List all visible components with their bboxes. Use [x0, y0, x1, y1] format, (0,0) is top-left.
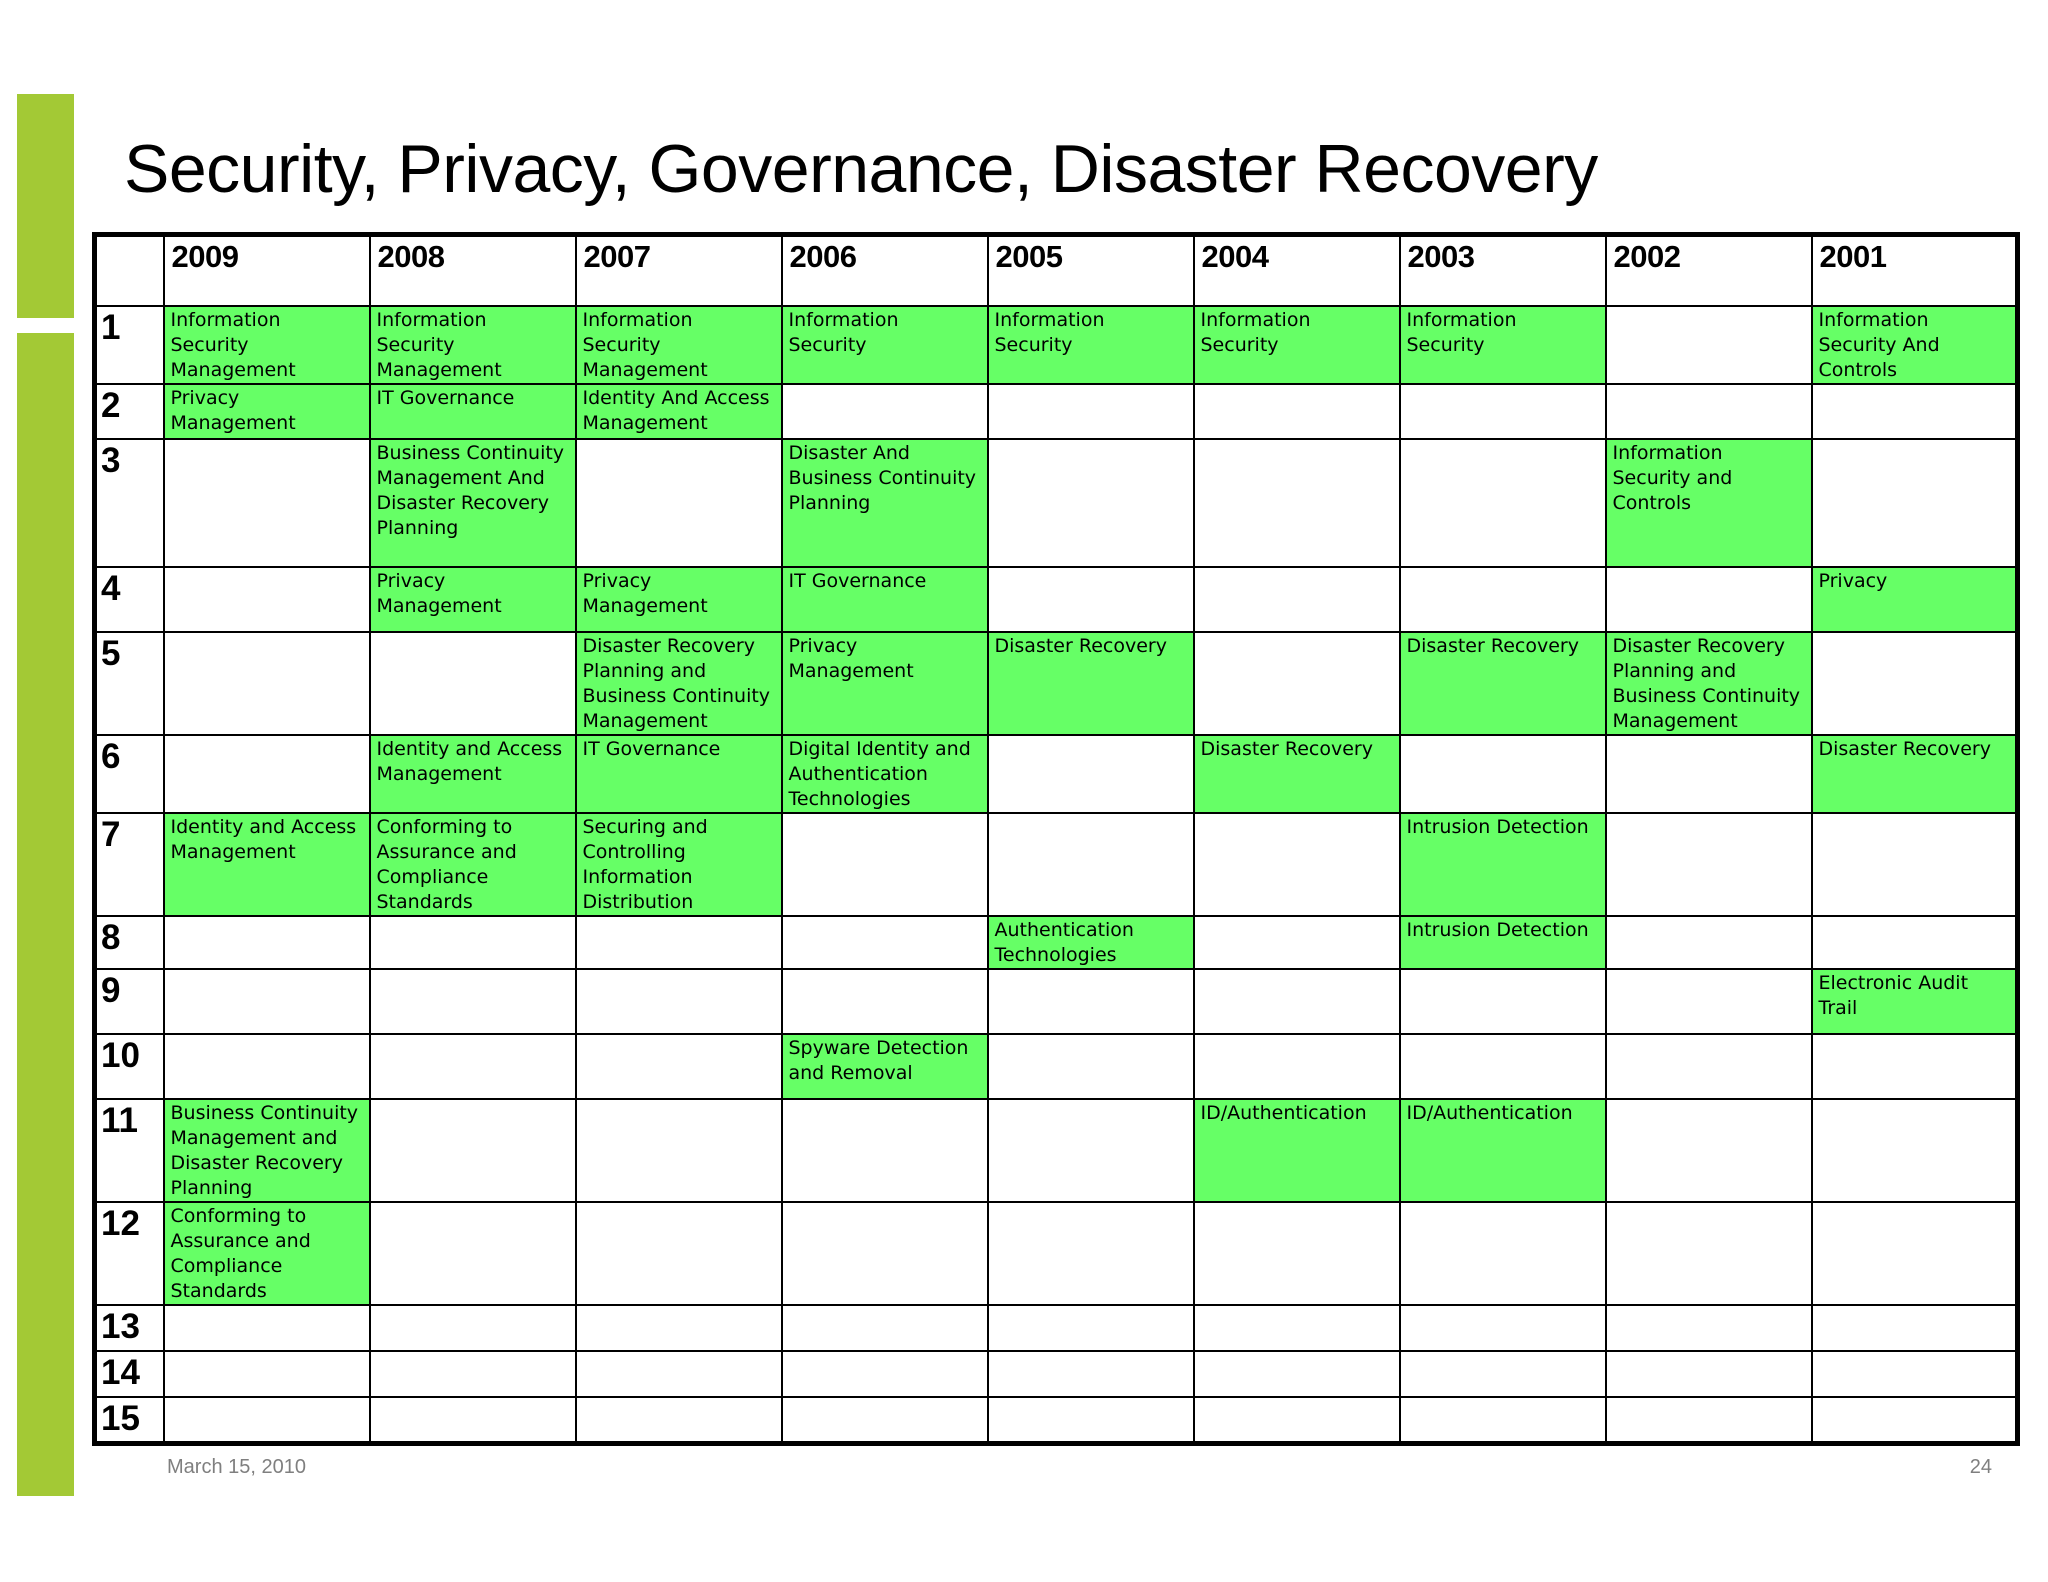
topic-cell: Disaster Recovery Planning and Business Continuity Management [1606, 632, 1812, 735]
topic-cell: Information Security [988, 306, 1194, 384]
empty-cell [1400, 567, 1606, 632]
empty-cell [1400, 969, 1606, 1034]
rank-cell: 12 [95, 1202, 164, 1305]
table-row [95, 1202, 2018, 1305]
topic-cell: Identity and Access Management [370, 735, 576, 813]
table-row [95, 1351, 2018, 1397]
table-row [95, 1397, 2018, 1443]
table-row [95, 916, 2018, 969]
year-header: 2003 [1400, 235, 1606, 307]
empty-cell [1400, 1397, 1606, 1443]
topic-cell: Information Security and Controls [1606, 439, 1812, 567]
topic-cell: Disaster And Business Continuity Planning [782, 439, 988, 567]
empty-cell [1812, 916, 2018, 969]
empty-cell [988, 1351, 1194, 1397]
topic-cell: Information Security Management [576, 306, 782, 384]
topic-cell: Identity and Access Management [164, 813, 370, 916]
empty-cell [1400, 1034, 1606, 1099]
empty-cell [782, 1351, 988, 1397]
ranking-table [92, 232, 2020, 1446]
slide-title: Security, Privacy, Governance, Disaster Recovery [124, 131, 1598, 207]
accent-bar-bottom [17, 333, 74, 1496]
empty-cell [1400, 1305, 1606, 1351]
empty-cell [1400, 439, 1606, 567]
topic-cell: Digital Identity and Authentication Technologies [782, 735, 988, 813]
rank-cell: 2 [95, 384, 164, 439]
empty-cell [1606, 916, 1812, 969]
empty-cell [164, 1351, 370, 1397]
empty-cell [1606, 1351, 1812, 1397]
empty-cell [988, 1202, 1194, 1305]
rank-cell: 11 [95, 1099, 164, 1202]
empty-cell [1812, 1034, 2018, 1099]
empty-cell [1812, 632, 2018, 735]
rank-cell: 6 [95, 735, 164, 813]
topic-cell: Intrusion Detection [1400, 813, 1606, 916]
empty-cell [1812, 1397, 2018, 1443]
empty-cell [370, 632, 576, 735]
rank-cell: 4 [95, 567, 164, 632]
rank-cell: 8 [95, 916, 164, 969]
empty-cell [782, 916, 988, 969]
empty-cell [370, 1202, 576, 1305]
year-header: 2006 [782, 235, 988, 307]
empty-cell [370, 1351, 576, 1397]
topic-cell: ID/Authentication [1400, 1099, 1606, 1202]
empty-cell [164, 969, 370, 1034]
empty-cell [988, 1305, 1194, 1351]
empty-cell [1606, 1034, 1812, 1099]
topic-cell: Securing and Controlling Information Distribution [576, 813, 782, 916]
empty-cell [1194, 969, 1400, 1034]
empty-cell [1606, 1202, 1812, 1305]
empty-cell [1606, 813, 1812, 916]
empty-cell [370, 1305, 576, 1351]
table-row [95, 1099, 2018, 1202]
empty-cell [1194, 916, 1400, 969]
empty-cell [576, 1397, 782, 1443]
topic-cell: Information Security [1400, 306, 1606, 384]
empty-cell [1812, 1305, 2018, 1351]
topic-cell: Intrusion Detection [1400, 916, 1606, 969]
topic-cell: Business Continuity Management and Disaster Recovery Planning [164, 1099, 370, 1202]
year-header: 2007 [576, 235, 782, 307]
empty-cell [1194, 439, 1400, 567]
topic-cell: Identity And Access Management [576, 384, 782, 439]
empty-cell [164, 1397, 370, 1443]
empty-cell [576, 969, 782, 1034]
empty-cell [1606, 969, 1812, 1034]
table-row [95, 735, 2018, 813]
empty-cell [988, 567, 1194, 632]
topic-cell: Disaster Recovery [1812, 735, 2018, 813]
topic-cell: Information Security Management [164, 306, 370, 384]
topic-cell: Privacy [1812, 567, 2018, 632]
table-row [95, 384, 2018, 439]
empty-cell [1812, 813, 2018, 916]
empty-cell [1194, 813, 1400, 916]
table-row [95, 1034, 2018, 1099]
rank-cell: 9 [95, 969, 164, 1034]
empty-cell [1400, 735, 1606, 813]
empty-cell [782, 1202, 988, 1305]
empty-cell [164, 1305, 370, 1351]
empty-cell [370, 1099, 576, 1202]
topic-cell: IT Governance [782, 567, 988, 632]
rank-cell: 1 [95, 306, 164, 384]
empty-cell [782, 969, 988, 1034]
topic-cell: Privacy Management [164, 384, 370, 439]
empty-cell [1194, 632, 1400, 735]
empty-cell [782, 813, 988, 916]
year-header: 2009 [164, 235, 370, 307]
empty-cell [164, 916, 370, 969]
empty-cell [782, 1305, 988, 1351]
topic-cell: Information Security [782, 306, 988, 384]
topic-cell: Electronic Audit Trail [1812, 969, 2018, 1034]
empty-cell [988, 1099, 1194, 1202]
table-row [95, 439, 2018, 567]
empty-cell [988, 1397, 1194, 1443]
empty-cell [1606, 735, 1812, 813]
rank-cell: 5 [95, 632, 164, 735]
rank-cell: 7 [95, 813, 164, 916]
empty-cell [370, 916, 576, 969]
empty-cell [1812, 384, 2018, 439]
topic-cell: IT Governance [370, 384, 576, 439]
empty-cell [1606, 1397, 1812, 1443]
table-row [95, 632, 2018, 735]
rank-cell: 13 [95, 1305, 164, 1351]
topic-cell: Information Security Management [370, 306, 576, 384]
empty-cell [370, 1397, 576, 1443]
empty-cell [1606, 1099, 1812, 1202]
empty-cell [576, 916, 782, 969]
empty-cell [1194, 1202, 1400, 1305]
topic-cell: Conforming to Assurance and Compliance Standards [164, 1202, 370, 1305]
footer-date: March 15, 2010 [167, 1456, 306, 1478]
rank-cell: 10 [95, 1034, 164, 1099]
year-header: 2002 [1606, 235, 1812, 307]
empty-cell [1400, 1202, 1606, 1305]
empty-cell [1812, 1351, 2018, 1397]
topic-cell: ID/Authentication [1194, 1099, 1400, 1202]
topic-cell: Disaster Recovery [988, 632, 1194, 735]
empty-cell [164, 632, 370, 735]
empty-cell [1812, 439, 2018, 567]
topic-cell: IT Governance [576, 735, 782, 813]
year-header: 2005 [988, 235, 1194, 307]
empty-cell [988, 969, 1194, 1034]
empty-cell [1606, 1305, 1812, 1351]
empty-cell [988, 384, 1194, 439]
page-number: 24 [1969, 1456, 1992, 1478]
year-header: 2001 [1812, 235, 2018, 307]
table-row [95, 969, 2018, 1034]
empty-cell [782, 1099, 988, 1202]
accent-bar-top [17, 94, 74, 318]
empty-cell [1812, 1099, 2018, 1202]
table-row [95, 567, 2018, 632]
header-row [95, 235, 2018, 307]
empty-cell [1194, 1305, 1400, 1351]
topic-cell: Privacy Management [576, 567, 782, 632]
year-header: 2008 [370, 235, 576, 307]
empty-cell [164, 567, 370, 632]
year-header: 2004 [1194, 235, 1400, 307]
topic-cell: Business Continuity Management And Disaster Recovery Planning [370, 439, 576, 567]
empty-cell [1194, 384, 1400, 439]
empty-cell [1400, 384, 1606, 439]
empty-cell [370, 1034, 576, 1099]
topic-cell: Disaster Recovery [1194, 735, 1400, 813]
topic-cell: Conforming to Assurance and Compliance Standards [370, 813, 576, 916]
rank-cell: 14 [95, 1351, 164, 1397]
topic-cell: Spyware Detection and Removal [782, 1034, 988, 1099]
empty-cell [1194, 1397, 1400, 1443]
empty-cell [1606, 567, 1812, 632]
empty-cell [576, 1305, 782, 1351]
topic-cell: Privacy Management [782, 632, 988, 735]
empty-cell [576, 1034, 782, 1099]
empty-cell [164, 1034, 370, 1099]
rank-cell: 15 [95, 1397, 164, 1443]
empty-cell [576, 1202, 782, 1305]
empty-cell [164, 439, 370, 567]
empty-cell [1400, 1351, 1606, 1397]
empty-cell [1194, 567, 1400, 632]
empty-cell [1194, 1034, 1400, 1099]
empty-cell [370, 969, 576, 1034]
empty-cell [988, 735, 1194, 813]
empty-cell [782, 1397, 988, 1443]
table-row [95, 1305, 2018, 1351]
empty-cell [988, 1034, 1194, 1099]
empty-cell [1812, 1202, 2018, 1305]
topic-cell: Privacy Management [370, 567, 576, 632]
table-row [95, 306, 2018, 384]
topic-cell: Disaster Recovery Planning and Business Continuity Management [576, 632, 782, 735]
topic-cell: Information Security [1194, 306, 1400, 384]
empty-cell [1606, 384, 1812, 439]
empty-cell [576, 1351, 782, 1397]
topic-cell: Information Security And Controls [1812, 306, 2018, 384]
empty-cell [576, 439, 782, 567]
empty-cell [1606, 306, 1812, 384]
empty-cell [576, 1099, 782, 1202]
table-row [95, 813, 2018, 916]
empty-cell [988, 439, 1194, 567]
topic-cell: Authentication Technologies [988, 916, 1194, 969]
topic-cell: Disaster Recovery [1400, 632, 1606, 735]
rank-cell: 3 [95, 439, 164, 567]
empty-cell [1194, 1351, 1400, 1397]
empty-cell [782, 384, 988, 439]
header-corner-cell [95, 235, 164, 307]
empty-cell [164, 735, 370, 813]
empty-cell [988, 813, 1194, 916]
